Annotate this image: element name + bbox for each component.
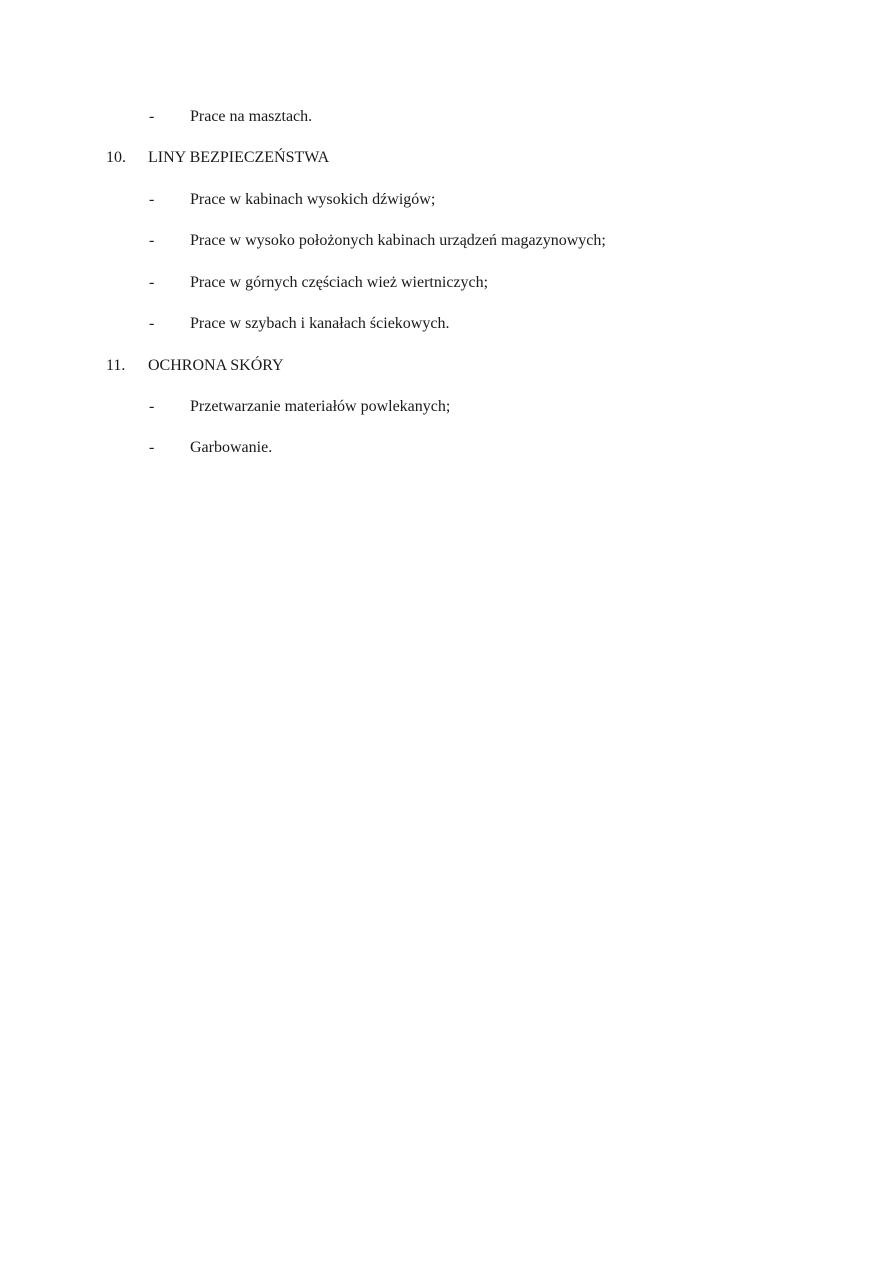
- list-dash: -: [149, 439, 155, 456]
- list-item-text: Garbowanie.: [190, 439, 273, 456]
- list-dash: -: [149, 398, 155, 415]
- list-item-text: Prace w wysoko położonych kabinach urządzeń magazynowych;: [190, 232, 606, 249]
- list-item-text: Prace w szybach i kanałach ściekowych.: [190, 315, 450, 332]
- list-item-text: Przetwarzanie materiałów powlekanych;: [190, 398, 451, 415]
- section-title: LINY BEZPIECZEŃSTWA: [148, 149, 330, 166]
- list-item-text: Prace na masztach.: [190, 108, 313, 125]
- list-item-text: Prace w kabinach wysokich dźwigów;: [190, 191, 436, 208]
- section-number: 11.: [106, 357, 126, 374]
- list-item-text: Prace w górnych częściach wież wiertniczych;: [190, 274, 489, 291]
- list-dash: -: [149, 108, 155, 125]
- section-number: 10.: [106, 149, 126, 166]
- section-title: OCHRONA SKÓRY: [148, 357, 284, 374]
- list-dash: -: [149, 191, 155, 208]
- list-dash: -: [149, 274, 155, 291]
- list-dash: -: [149, 232, 155, 249]
- list-dash: -: [149, 315, 155, 332]
